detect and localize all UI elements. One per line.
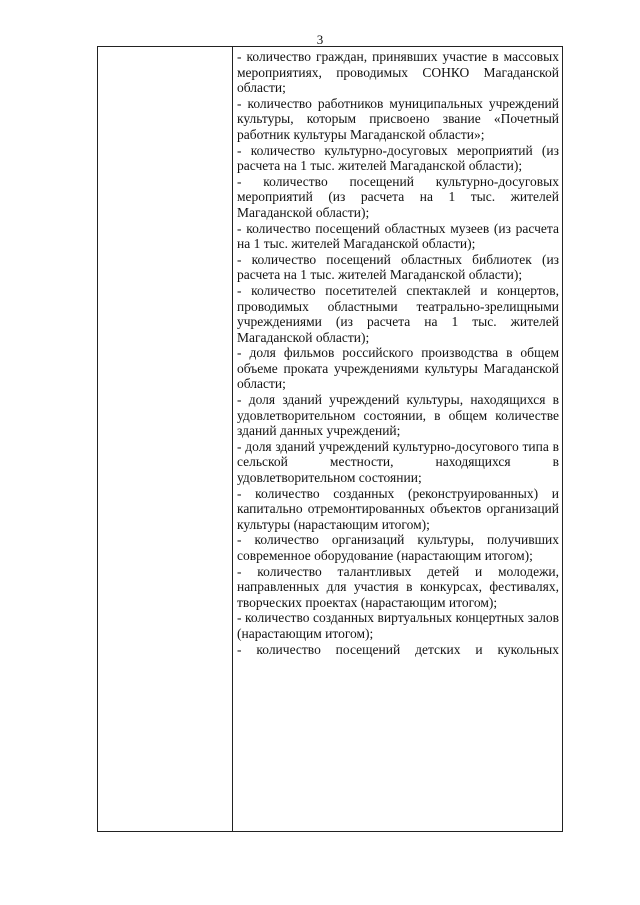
indicator-item: - количество созданных виртуальных концертных залов (нарастающим итогом); (237, 610, 559, 641)
indicator-item: - количество посещений культурно-досуговых мероприятий (из расчета на 1 тыс. жителей Магаданской области); (237, 173, 559, 220)
indicator-item: - количество посетителей спектаклей и концертов, проводимых областными театрально-зрелищными учреждениями (из расчета на 1 тыс. жителей Магаданской области); (237, 282, 559, 345)
indicator-item: - количество посещений областных библиотек (из расчета на 1 тыс. жителей Магаданской области); (237, 251, 559, 283)
indicator-item: - количество граждан, принявших участие в массовых мероприятиях, проводимых СОНКО Магаданской области; (237, 49, 559, 96)
indicator-item: - количество организаций культуры, получивших современное оборудование (нарастающим итогом); (237, 532, 559, 563)
indicator-item: - доля зданий учреждений культурно-досугового типа в сельской местности, находящихся в удовлетворительном состоянии; (237, 438, 559, 486)
indicator-item: - доля зданий учреждений культуры, находящихся в удовлетворительном состоянии, в общем количестве зданий данных учреждений; (237, 392, 559, 439)
indicator-item: - количество работников муниципальных учреждений культуры, которым присвоено звание «Почетный работник культуры Магаданской области»; (237, 95, 559, 142)
table-left-column (98, 47, 233, 831)
page-number: 3 (316, 32, 324, 47)
indicator-item: - количество посещений областных музеев (из расчета на 1 тыс. жителей Магаданской области); (237, 220, 559, 252)
indicator-item: - количество культурно-досуговых мероприятий (из расчета на 1 тыс. жителей Магаданской области); (237, 142, 559, 174)
table-right-column (233, 47, 562, 831)
indicator-item: - доля фильмов российского производства в общем объеме проката учреждениями культуры Магаданской области; (237, 345, 559, 392)
indicator-item: - количество созданных (реконструированных) и капитально отремонтированных объектов организаций культуры (нарастающим итогом); (237, 485, 559, 532)
indicator-item: - количество посещений детских и кукольных (237, 641, 559, 657)
indicators-table (97, 46, 563, 832)
indicator-item: - количество талантливых детей и молодежи, направленных для участия в конкурсах, фестивалях, творческих проектах (нарастающим итогом); (237, 563, 559, 610)
